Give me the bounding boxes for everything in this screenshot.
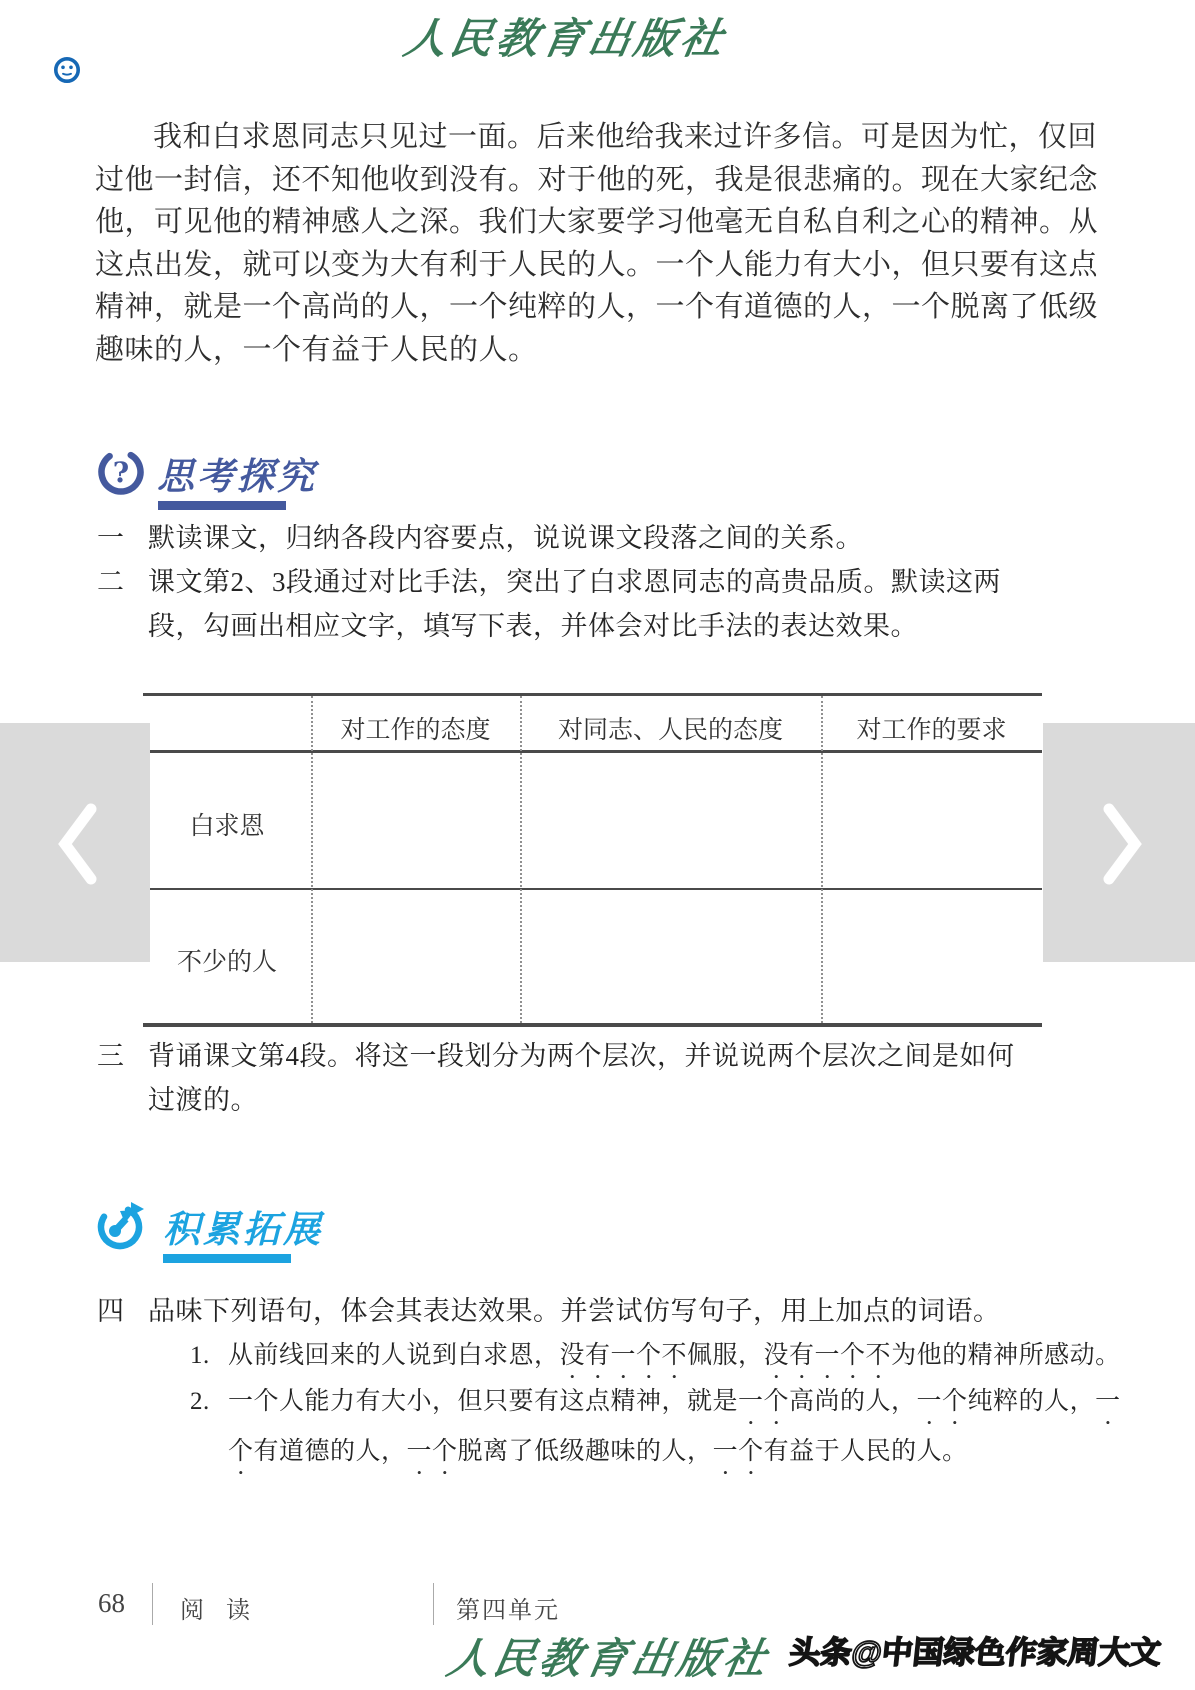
watermark-text: 头条@中国绿色作家周大文	[787, 1635, 1163, 1670]
page-number: 68	[98, 1588, 125, 1618]
section-underline-expand	[163, 1254, 291, 1263]
text-line: 趣味的人，一个有益于人民的人。	[95, 333, 538, 366]
text-line: 过渡的。	[148, 1085, 258, 1115]
footer-divider	[152, 1583, 153, 1625]
nav-next-button[interactable]	[1043, 723, 1195, 962]
chevron-left-icon	[57, 802, 99, 886]
emphasized-text-run: 一个	[712, 1438, 764, 1465]
emphasized-text-run: 一个	[738, 1388, 790, 1415]
sentence-text	[228, 1334, 1121, 1384]
text-line: 课文第2、3段通过对比手法，突出了白求恩同志的高贵品质。默读这两	[148, 567, 1001, 597]
nav-prev-button[interactable]	[0, 723, 150, 962]
text-run: 纯粹的人，	[967, 1388, 1096, 1415]
table-cell-blank	[821, 753, 1042, 888]
text-run: 脱离了低级趣味的人，	[457, 1438, 713, 1465]
text-line: 段，勾画出相应文字，填写下表，并体会对比手法的表达效果。	[148, 611, 918, 641]
text-run: 一个人能力有大小，但只要有这点精神，就是	[228, 1388, 739, 1415]
svg-text:?: ?	[112, 456, 130, 489]
text-line: 过他一封信，还不知他收到没有。对于他的死，我是很悲痛的。现在大家纪念	[95, 163, 1099, 196]
text-line: 我和白求恩同志只见过一面。后来他给我来过许多信。可是因为忙，仅回	[153, 121, 1098, 153]
chevron-right-icon	[1101, 802, 1143, 886]
smiley-face-icon[interactable]	[53, 56, 81, 84]
contrast-table	[143, 693, 1042, 1027]
circular-arrow-icon	[94, 1200, 146, 1252]
table-col-header-work-demand: 对工作的要求	[856, 717, 1007, 744]
text-line: 品味下列语句，体会其表达效果。并尝试仿写句子，用上加点的词语。	[148, 1296, 1001, 1326]
question-number: 四	[97, 1296, 125, 1326]
table-col-header-comrades-attitude: 对同志、人民的态度	[557, 717, 783, 744]
section-title-accumulate-expand: 积累拓展	[163, 1207, 323, 1251]
publisher-logo-bottom: 人民教育出版社	[443, 1634, 774, 1683]
publisher-logo-top: 人民教育出版社	[400, 14, 731, 63]
emphasized-text-run: 一个	[916, 1388, 968, 1415]
intro-paragraph	[95, 116, 1099, 371]
question-3	[97, 1034, 1015, 1122]
smiley-face-glyph	[53, 56, 81, 84]
table-cell-blank	[311, 753, 520, 888]
text-run: 有益于人民的人。	[763, 1438, 968, 1465]
text-run: 佩服，	[687, 1342, 764, 1369]
question-4	[97, 1289, 1001, 1333]
item-number: 1.	[190, 1342, 210, 1369]
section-title-think-explore: 思考探究	[157, 454, 317, 498]
text-line: 默读课文，归纳各段内容要点，说说课文段落之间的关系。	[148, 523, 863, 553]
sentence-text	[228, 1430, 1121, 1480]
question-number: 一	[97, 523, 125, 553]
table-row-header-many-people: 不少的人	[176, 949, 277, 976]
example-sentence-1	[190, 1334, 1121, 1384]
table-cell-blank	[821, 890, 1042, 1023]
question-2	[97, 560, 1001, 648]
emphasized-text-run: 个	[228, 1438, 254, 1465]
question-circle-icon	[96, 447, 146, 497]
table-cell-blank	[311, 890, 520, 1023]
text-line: 背诵课文第4段。将这一段划分为两个层次，并说说两个层次之间是如何	[148, 1041, 1015, 1071]
text-line: 精神，就是一个高尚的人，一个纯粹的人，一个有道德的人，一个脱离了低级	[95, 291, 1099, 323]
emphasized-text-run: 没有一个不	[763, 1342, 892, 1369]
question-text	[148, 1289, 1001, 1333]
question-number: 二	[97, 567, 125, 597]
question-text	[148, 1034, 1015, 1122]
emphasized-text-run: 一	[1095, 1388, 1121, 1415]
text-line: 他，可见他的精神感人之深。我们大家要学习他毫无自私自利之心的精神。从	[95, 206, 1099, 238]
question-text	[148, 560, 1001, 648]
question-number: 三	[97, 1041, 125, 1071]
item-number: 2.	[190, 1388, 210, 1415]
section-underline-think	[158, 501, 286, 510]
question-text	[148, 516, 863, 560]
table-cell-blank	[520, 890, 821, 1023]
question-1	[97, 516, 863, 560]
footer-unit-label: 第四单元	[456, 1598, 560, 1624]
table-col-header-work-attitude: 对工作的态度	[340, 717, 491, 744]
text-run: 从前线回来的人说到白求恩，	[228, 1342, 560, 1369]
text-line: 这点出发，就可以变为大有利于人民的人。一个人能力有大小，但只要有这点	[95, 248, 1099, 281]
table-cell-blank	[520, 753, 821, 888]
emphasized-text-run: 没有一个不	[559, 1342, 688, 1369]
footer-section-label: 阅 读	[180, 1598, 258, 1624]
example-sentence-2	[190, 1380, 1121, 1480]
text-run: 有道德的人，	[253, 1438, 407, 1465]
table-row-header-bethune: 白求恩	[189, 813, 265, 840]
footer-divider	[433, 1583, 434, 1625]
sentence-text	[228, 1380, 1121, 1430]
text-run: 高尚的人，	[789, 1388, 917, 1415]
text-run: 为他的精神所感动。	[891, 1342, 1121, 1369]
emphasized-text-run: 一个	[406, 1438, 458, 1465]
